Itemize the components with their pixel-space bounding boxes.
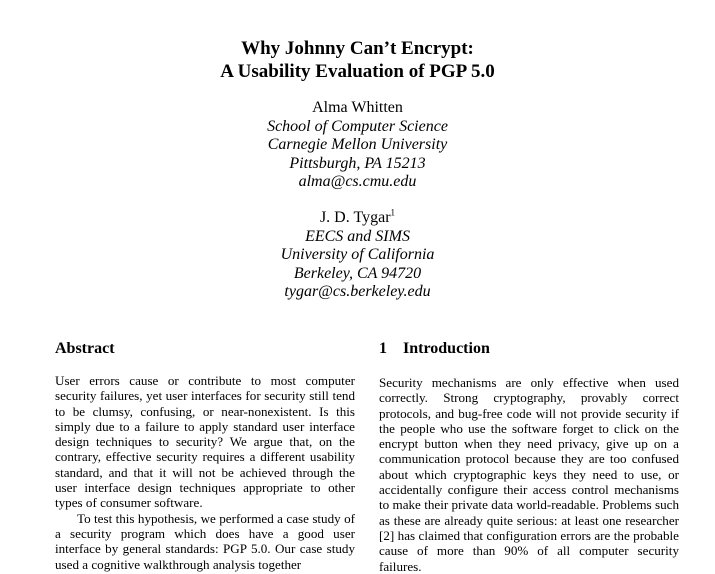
footnote-marker: 1: [390, 207, 396, 218]
author-email: tygar@cs.berkeley.edu: [284, 283, 431, 301]
author-department: EECS and SIMS: [305, 227, 410, 245]
title-line-2: A Usability Evaluation of PGP 5.0: [220, 61, 495, 82]
author-institution: Carnegie Mellon University: [267, 136, 448, 154]
abstract-paragraph: To test this hypothesis, we performed a case study of a security program which does have a good user interface by general standards: PGP 5.0. Our case study used a cognitive walkthrough analysis together: [55, 510, 355, 572]
section-title: Introduction: [403, 340, 490, 357]
author-name: J. D. Tygar$^1$: [319, 207, 396, 226]
introduction-heading: [379, 340, 490, 358]
author-email: alma@cs.cmu.edu: [298, 173, 417, 191]
abstract-heading: Abstract: [55, 340, 115, 357]
abstract-body: [55, 373, 355, 572]
paper-title: [0, 37, 715, 83]
title-line-1: Why Johnny Can’t Encrypt:: [241, 38, 474, 59]
author-institution: University of California: [280, 246, 435, 264]
section-number: 1: [379, 340, 387, 357]
author-address: Berkeley, CA 94720: [293, 264, 422, 282]
introduction-paragraph: Security mechanisms are only effective when used correctly. Strong cryptography, provably correct protocols, and bug-free code will not provide security if the people who use the software forget to click on the encrypt button when they need privacy, give up on a communication protocol because they are too confused about which cryptographic keys they need to use, or accidentally configure their access control mechanisms to make their private data world-readable. Problems such as these are already quite serious: at least one researcher [2] has claimed that configuration errors are the probable cause of more than 90% of all computer security failures.: [379, 375, 679, 574]
author-address: Pittsburgh, PA 15213: [289, 154, 426, 172]
abstract-paragraph: User errors cause or contribute to most computer security failures, yet user interfaces for security still tend to be clumsy, confusing, or near-nonexistent. Is this simply due to a failure to apply standard user interface design techniques to security? We argue that, on the contrary, effective security requires a different usability standard, and that it will not be achieved through the user interface design techniques appropriate to other types of consumer software.: [55, 373, 355, 511]
author-block-1: [0, 99, 715, 192]
author-department: School of Computer Science: [267, 117, 448, 135]
author-name: Alma Whitten: [312, 99, 403, 116]
author-block-2: [0, 209, 715, 302]
introduction-body: [379, 375, 679, 574]
